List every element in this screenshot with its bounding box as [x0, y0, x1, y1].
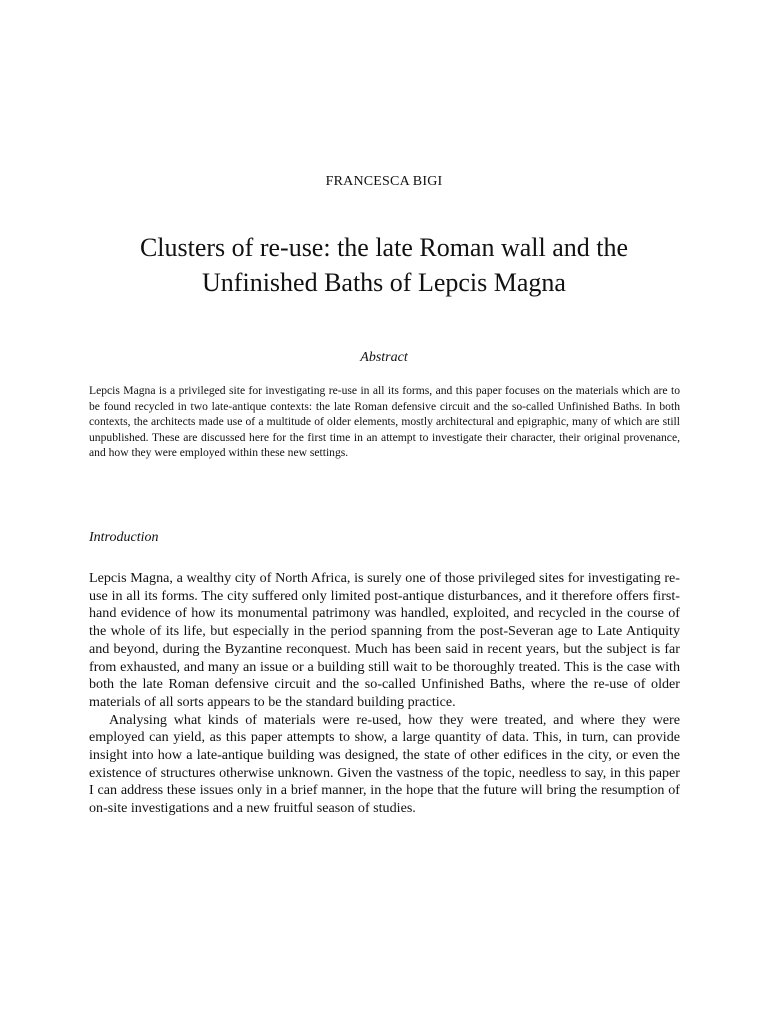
introduction-paragraph-1: Lepcis Magna, a wealthy city of North Africa, is surely one of those privileged sites for investigating re-use in all its forms. The city suffered only limited post-antique disturbances, and it therefore offers first-hand evidence of how its monumental patrimony was handled, exploited, and recycled in the course of the whole of its life, but especially in the period spanning from the post-Severan age to Late Antiquity and beyond, during the Byzantine reconquest. Much has been said in recent years, but the subject is far from exhausted, and many an issue or a building still wait to be thoroughly treated. This is the case with both the late Roman defensive circuit and the so-called Unfinished Baths, where the re-use of older materials of all sorts appears to be the standard building practice.: [89, 570, 680, 710]
introduction-paragraph-2: Analysing what kinds of materials were re-used, how they were treated, and where they were employed can yield, as this paper attempts to show, a large quantity of data. This, in turn, can provide insight into how a late-antique building was designed, the state of other edifices in the city, or even the existence of structures otherwise unknown. Given the vastness of the topic, needless to say, in this paper I can address these issues only in a brief manner, in the hope that the future will bring the resumption of on-site investigations and a new fruitful season of studies.: [89, 711, 680, 817]
paper-title: [60, 230, 708, 300]
abstract-heading: Abstract: [360, 350, 408, 365]
title-line-2: Unfinished Baths of Lepcis Magna: [202, 268, 566, 297]
introduction-heading: Introduction: [89, 530, 159, 545]
abstract-text: Lepcis Magna is a privileged site for investigating re-use in all its forms, and this paper focuses on the materials which are to be found recycled in two late-antique contexts: the late Roman defensive circuit and the so-called Unfinished Baths. In both contexts, the architects made use of a multitude of older elements, mostly architectural and epigraphic, many of which are still unpublished. These are discussed here for the first time in an attempt to investigate their character, their original provenance, and how they were employed within these new settings.: [89, 384, 680, 460]
title-line-1: Clusters of re-use: the late Roman wall and the: [139, 233, 629, 262]
author-name: FRANCESCA BIGI: [325, 174, 443, 189]
introduction-body: [89, 570, 680, 818]
